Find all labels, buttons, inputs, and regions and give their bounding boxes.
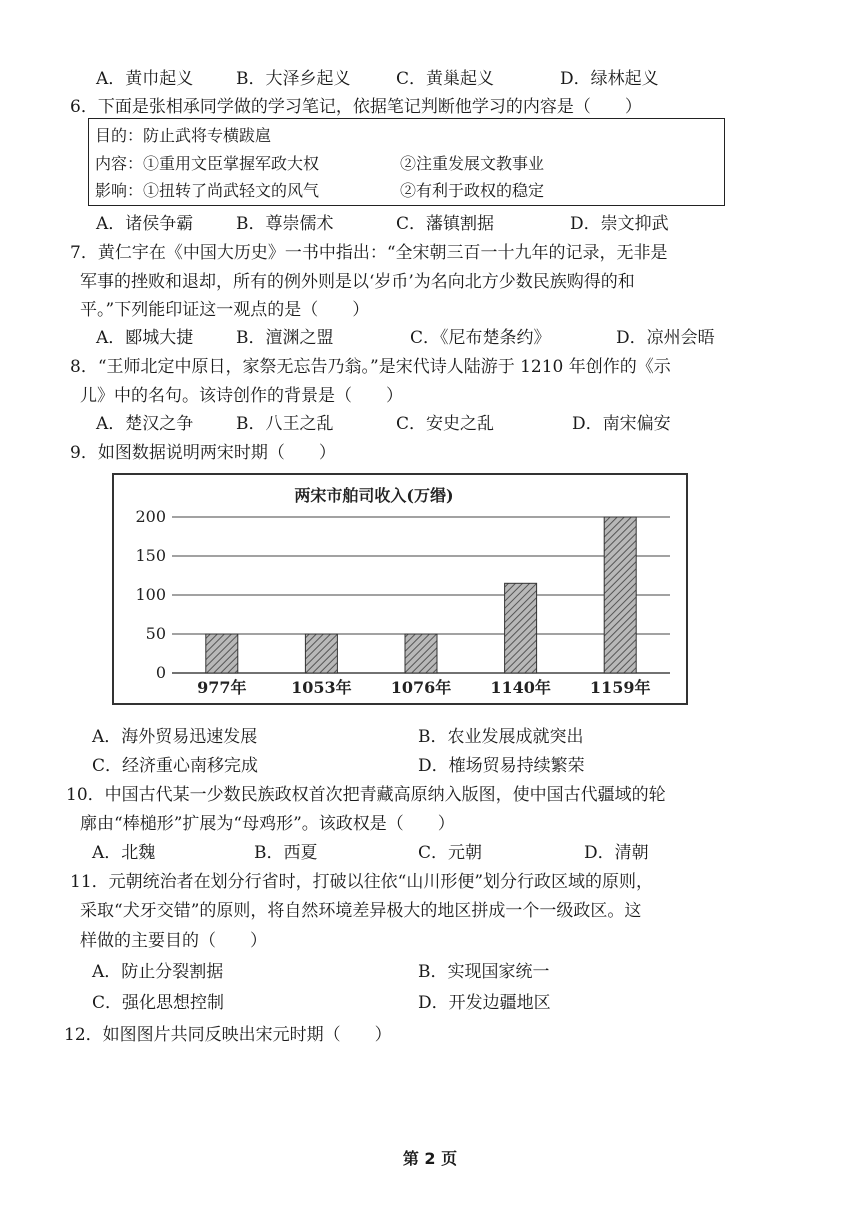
q10-option-b: B．西夏 xyxy=(254,843,318,863)
q5-option-d: D．绿林起义 xyxy=(560,69,659,89)
q6-option-a: A．诸侯争霸 xyxy=(96,214,194,234)
bar-3 xyxy=(505,583,537,673)
notes-impact-row xyxy=(95,178,545,201)
bar-0 xyxy=(206,634,238,673)
q7-option-c: C．《尼布楚条约》 xyxy=(410,328,551,348)
chart-svg xyxy=(114,475,686,703)
q7-option-a: A．郾城大捷 xyxy=(96,328,194,348)
x-tick-label: 977年 xyxy=(197,678,247,697)
q7-stem-line3: 平。”下列能印证这一观点的是（ ） xyxy=(80,300,370,320)
q8-stem-line1: 8．“王师北定中原日，家祭无忘告乃翁。”是宋代诗人陆游于 1210 年创作的《示 xyxy=(70,357,671,377)
study-notes-box xyxy=(88,118,725,206)
q5-option-a: A．黄巾起义 xyxy=(96,69,194,89)
page-number: 第 2 页 xyxy=(402,1149,458,1168)
q11-stem-line2: 采取“犬牙交错”的原则，将自然环境差异极大的地区拼成一个一级政区。这 xyxy=(80,901,642,921)
q7-stem-line2: 军事的挫败和退却，所有的例外则是以‘岁币’为名向北方少数民族购得的和 xyxy=(80,272,635,292)
bar-2 xyxy=(405,634,437,673)
chart-title: 两宋市舶司收入(万缗) xyxy=(294,486,454,505)
q9-option-b: B．农业发展成就突出 xyxy=(418,727,584,747)
q9-option-c: C．经济重心南移完成 xyxy=(92,756,259,776)
q7-option-b: B．澶渊之盟 xyxy=(236,328,334,348)
bar-4 xyxy=(604,517,636,673)
bar-1 xyxy=(305,634,337,673)
notes-content-2: ②注重发展文教事业 xyxy=(400,154,545,173)
x-tick-label: 1159年 xyxy=(589,678,651,697)
q8-option-b: B．八王之乱 xyxy=(236,414,334,434)
x-tick-label: 1076年 xyxy=(390,678,452,697)
y-tick-label: 200 xyxy=(135,507,166,526)
q7-option-d: D．凉州会晤 xyxy=(616,328,715,348)
q9-stem: 9．如图数据说明两宋时期（ ） xyxy=(70,443,336,463)
q10-stem-line1: 10．中国古代某一少数民族政权首次把青藏高原纳入版图，使中国古代疆域的轮 xyxy=(66,785,666,805)
q11-stem-line3: 样做的主要目的（ ） xyxy=(80,931,267,951)
q8-option-d: D．南宋偏安 xyxy=(572,414,671,434)
q7-stem-line1: 7．黄仁宇在《中国大历史》一书中指出：“全宋朝三百一十九年的记录，无非是 xyxy=(70,243,668,263)
q6-stem: 6．下面是张相承同学做的学习笔记，依据笔记判断他学习的内容是（ ） xyxy=(70,97,642,117)
q11-option-b: B．实现国家统一 xyxy=(418,962,550,982)
q6-option-b: B．尊崇儒术 xyxy=(236,214,334,234)
y-tick-label: 0 xyxy=(155,663,166,682)
q10-option-c: C．元朝 xyxy=(418,843,483,863)
notes-impact-2: ②有利于政权的稳定 xyxy=(400,181,545,200)
q9-option-d: D．榷场贸易持续繁荣 xyxy=(418,756,585,776)
y-tick-label: 50 xyxy=(145,624,166,643)
y-tick-label: 150 xyxy=(135,546,166,565)
q9-option-a: A．海外贸易迅速发展 xyxy=(92,727,258,747)
q5-option-c: C．黄巢起义 xyxy=(396,69,495,89)
q11-option-a: A．防止分裂割据 xyxy=(92,962,224,982)
q11-option-c: C．强化思想控制 xyxy=(92,993,225,1013)
q8-option-c: C．安史之乱 xyxy=(396,414,495,434)
x-tick-label: 1140年 xyxy=(490,678,551,697)
x-tick-label: 1053年 xyxy=(291,678,352,697)
q6-option-d: D．崇文抑武 xyxy=(570,214,669,234)
q10-stem-line2: 廓由“棒槌形”扩展为“母鸡形”。该政权是（ ） xyxy=(80,814,455,834)
notes-content-1: 内容：①重用文臣掌握军政大权 xyxy=(95,154,320,173)
q11-option-d: D．开发边疆地区 xyxy=(418,993,551,1013)
notes-content-row xyxy=(95,151,545,174)
q12-stem: 12．如图图片共同反映出宋元时期（ ） xyxy=(64,1025,392,1045)
q5-option-b: B．大泽乡起义 xyxy=(236,69,351,89)
notes-purpose: 目的：防止武将专横跋扈 xyxy=(95,126,272,145)
q8-stem-line2: 儿》中的名句。该诗创作的背景是（ ） xyxy=(80,386,403,406)
q11-stem-line1: 11．元朝统治者在划分行省时，打破以往依“山川形便”划分行政区域的原则， xyxy=(70,872,654,892)
y-tick-label: 100 xyxy=(135,585,166,604)
q10-option-d: D．清朝 xyxy=(584,843,649,863)
q10-option-a: A．北魏 xyxy=(92,843,156,863)
q8-option-a: A．楚汉之争 xyxy=(96,414,194,434)
notes-impact-1: 影响：①扭转了尚武轻文的风气 xyxy=(95,181,320,200)
q6-option-c: C．藩镇割据 xyxy=(396,214,495,234)
revenue-bar-chart xyxy=(112,473,688,705)
